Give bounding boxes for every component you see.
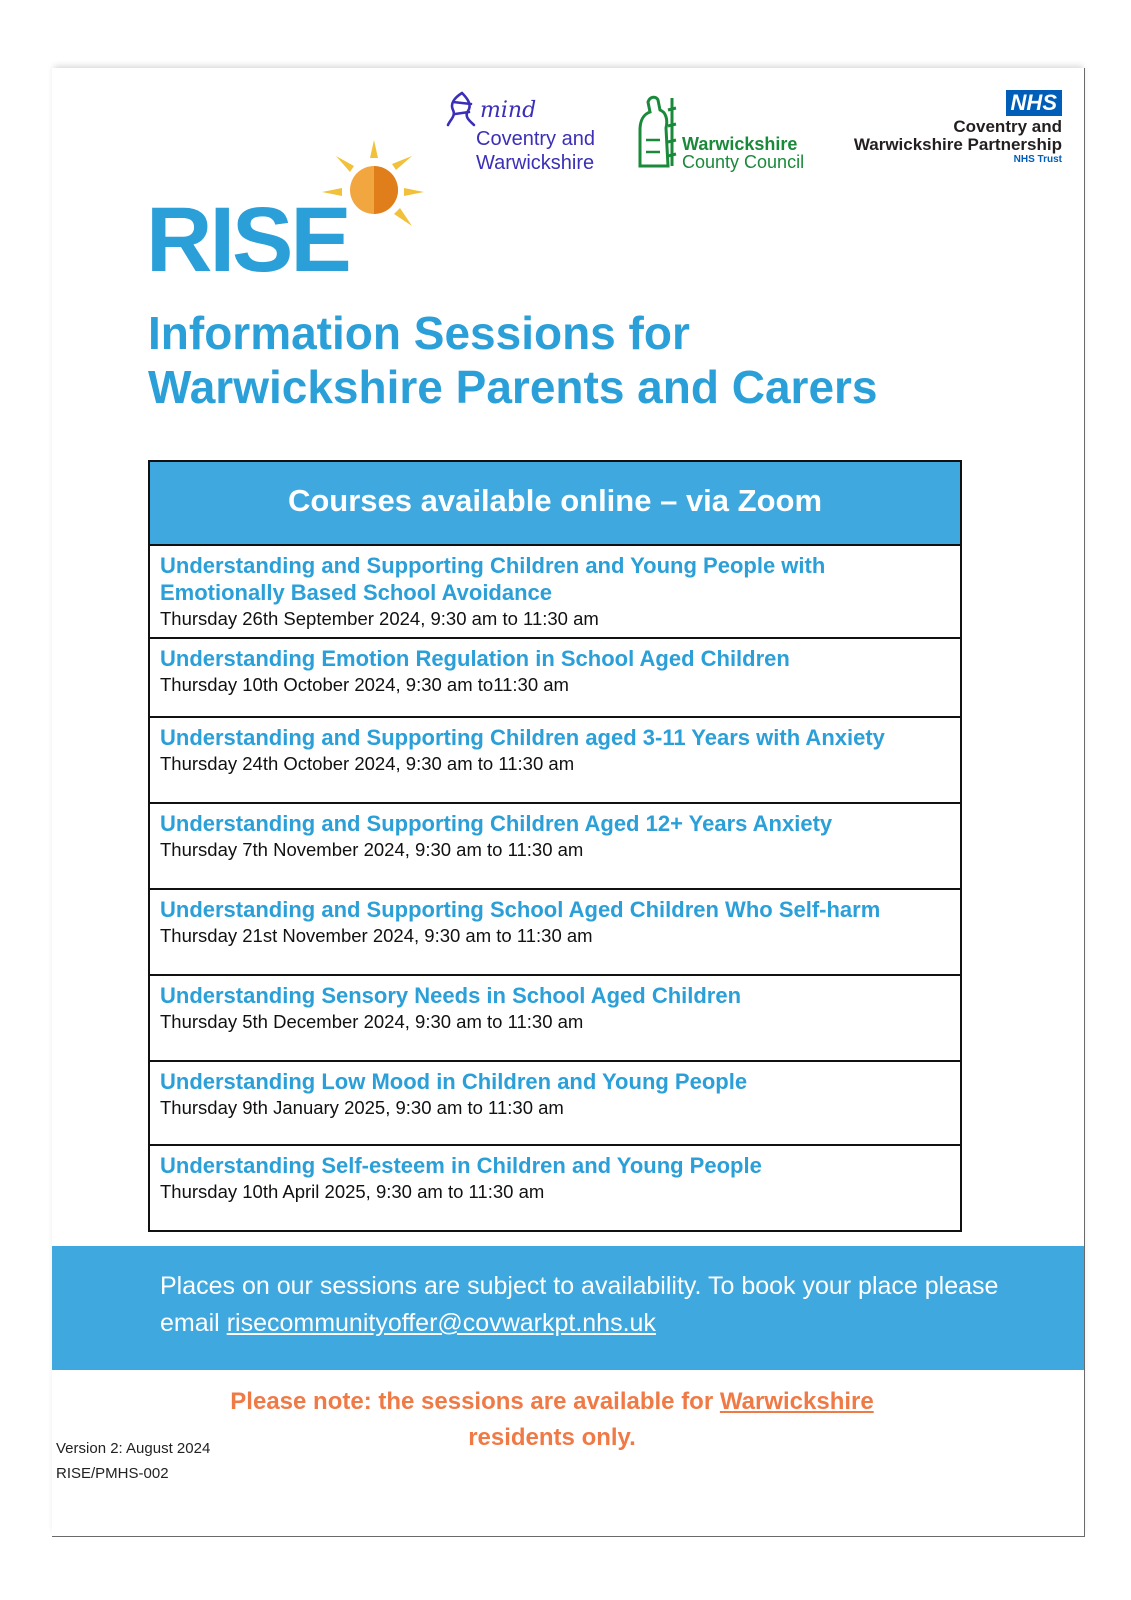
title-line-2: Warwickshire Parents and Carers — [148, 361, 878, 413]
nhs-line-3: NHS Trust — [1013, 154, 1062, 165]
course-title: Understanding Sensory Needs in School Aged Children — [160, 983, 742, 1008]
course-date: Thursday 7th November 2024, 9:30 am to 11:30 am — [160, 839, 584, 860]
booking-email-link[interactable]: risecommunityoffer@covwarkpt.nhs.uk — [226, 1309, 656, 1337]
course-date: Thursday 10th April 2025, 9:30 am to 11:30 am — [160, 1181, 545, 1202]
mind-figure-icon — [444, 90, 480, 128]
course-item — [150, 1062, 960, 1146]
course-date: Thursday 10th October 2024, 9:30 am to11:30 am — [160, 674, 569, 695]
document-code: RISE/PMHS-002 — [56, 1465, 169, 1482]
booking-message: Places on our sessions are subject to availability. To book your place please email — [160, 1272, 999, 1337]
warwickshire-county-council-logo — [632, 90, 812, 180]
course-date: Thursday 24th October 2024, 9:30 am to 11:30 am — [160, 753, 575, 774]
course-date: Thursday 21st November 2024, 9:30 am to 11:30 am — [160, 925, 593, 946]
version-label: Version 2: August 2024 — [56, 1440, 211, 1457]
course-item — [150, 890, 960, 976]
document-page — [52, 68, 1085, 1537]
courses-table — [148, 460, 962, 1232]
course-title: Understanding and Supporting Children and Young People with Emotionally Based School Avoidance — [160, 553, 826, 605]
course-title: Understanding Self-esteem in Children and Young People — [160, 1153, 762, 1178]
course-title: Understanding and Supporting Children aged 3-11 Years with Anxiety — [160, 725, 885, 750]
course-item — [150, 1146, 960, 1230]
course-date: Thursday 5th December 2024, 9:30 am to 11:30 am — [160, 1011, 584, 1032]
nhs-line-2: Warwickshire Partnership — [853, 135, 1062, 154]
partner-logos — [442, 90, 1062, 180]
note-warwickshire-link[interactable]: Warwickshire — [719, 1388, 874, 1415]
nhs-trust-logo — [842, 90, 1062, 180]
course-item — [150, 718, 960, 804]
courses-header: Courses available online – via Zoom — [150, 462, 960, 546]
course-item — [150, 546, 960, 639]
course-date: Thursday 26th September 2024, 9:30 am to 11:30 am — [160, 608, 599, 629]
course-title: Understanding and Supporting School Aged Children Who Self-harm — [160, 897, 881, 922]
booking-text — [160, 1268, 1040, 1342]
mind-line-2: Warwickshire — [476, 152, 595, 174]
course-date: Thursday 9th January 2025, 9:30 am to 11:30 am — [160, 1097, 564, 1118]
nhs-badge: NHS — [1006, 90, 1062, 116]
course-item — [150, 976, 960, 1062]
title-line-1: Information Sessions for — [148, 307, 690, 359]
rise-logo — [146, 138, 426, 291]
rise-wordmark: RISE — [146, 189, 349, 291]
mind-logo — [442, 90, 612, 180]
note-suffix: residents only. — [468, 1424, 636, 1451]
mind-wordmark: mind — [480, 98, 537, 123]
course-title: Understanding Low Mood in Children and Young People — [160, 1069, 748, 1094]
course-item — [150, 639, 960, 718]
bear-and-ragged-staff-icon — [632, 90, 682, 170]
page-title — [148, 306, 878, 414]
wcc-line-2: County Council — [682, 152, 805, 172]
booking-band — [52, 1246, 1084, 1370]
nhs-line-1: Coventry and — [953, 117, 1062, 136]
wcc-line-1: Warwickshire — [682, 134, 798, 154]
residency-note — [172, 1384, 932, 1456]
version-info — [56, 1436, 210, 1486]
mind-line-1: Coventry and — [476, 128, 595, 150]
course-item — [150, 804, 960, 890]
note-prefix: Please note: the sessions are available for — [230, 1388, 720, 1415]
course-title: Understanding Emotion Regulation in School Aged Children — [160, 646, 790, 671]
course-title: Understanding and Supporting Children Aged 12+ Years Anxiety — [160, 811, 833, 836]
